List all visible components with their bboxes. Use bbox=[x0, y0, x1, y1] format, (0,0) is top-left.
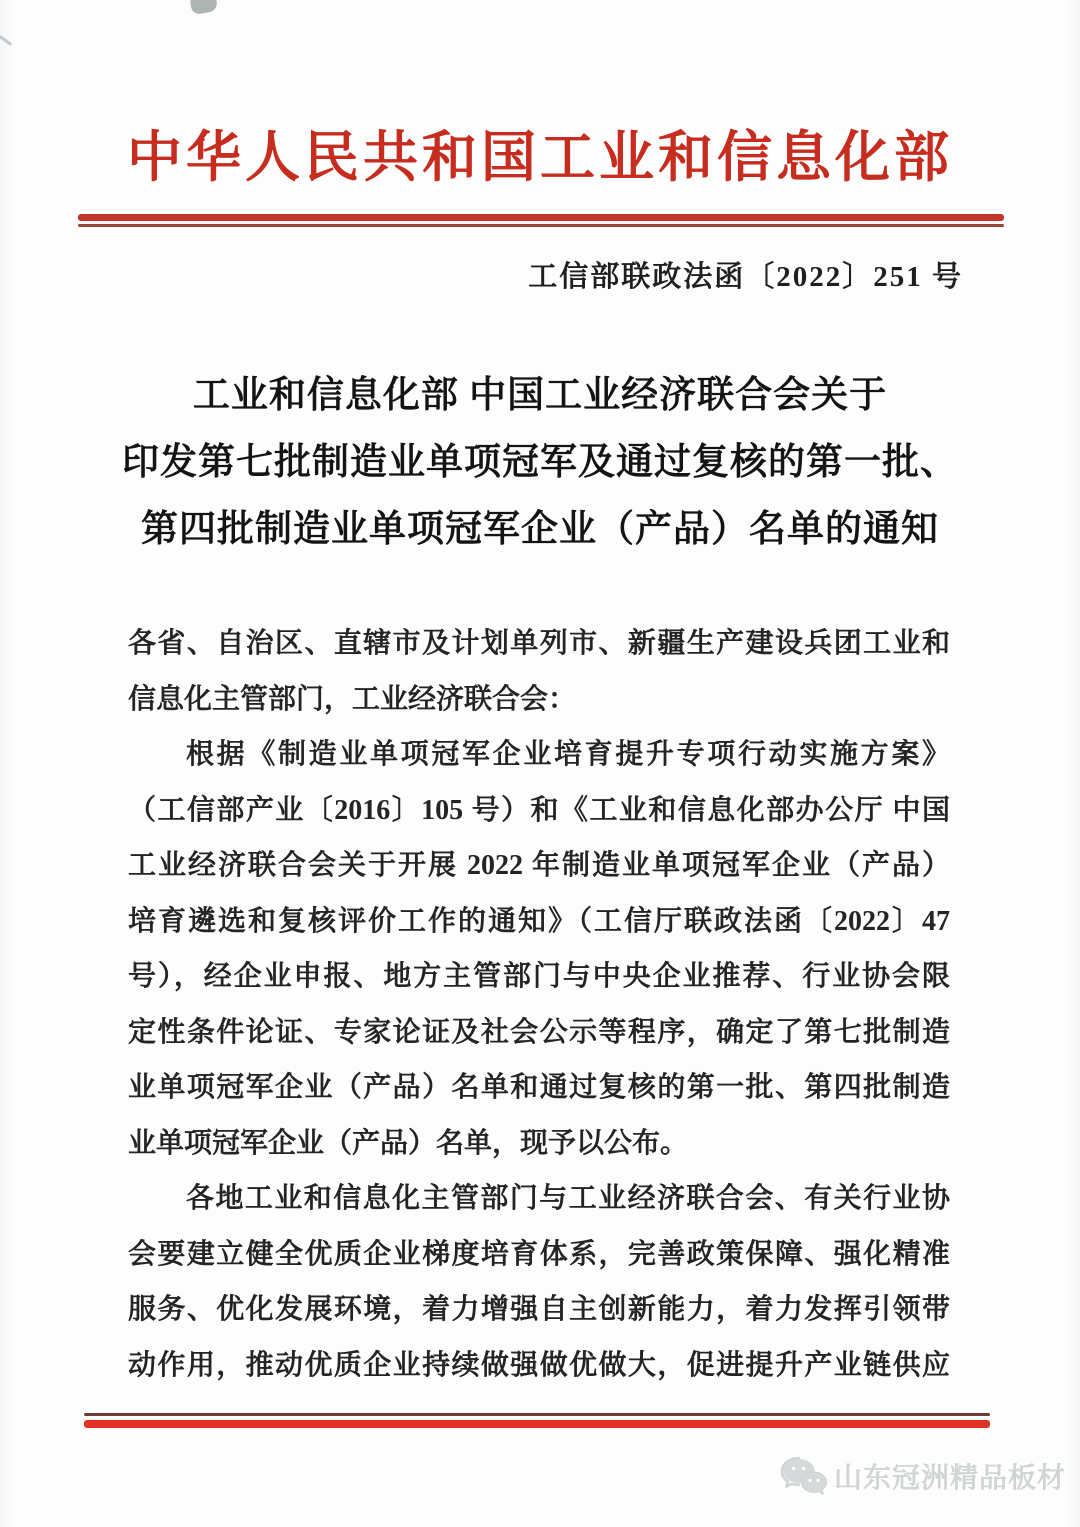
body-line: 业单项冠军企业（产品）名单和通过复核的第一批、第四批制造 bbox=[128, 1072, 950, 1103]
body-line: 各省、自治区、直辖市及计划单列市、新疆生产建设兵团工业和 bbox=[128, 628, 950, 659]
footer-rule-thick bbox=[84, 1420, 990, 1428]
letterhead-rule-thick bbox=[78, 214, 1004, 221]
footer-rule-thin bbox=[84, 1413, 990, 1416]
body-line: 定性条件论证、专家论证及社会公示等程序，确定了第七批制造 bbox=[128, 1016, 950, 1048]
body-line: 工业经济联合会关于开展 2022 年制造业单项冠军企业（产品） bbox=[128, 850, 950, 881]
document-title-line: 工业和信息化部 中国工业经济联合会关于 bbox=[192, 375, 888, 416]
body-line: （工信部产业〔2016〕105 号）和《工业和信息化部办公厅 中国 bbox=[128, 794, 950, 826]
letterhead-rule-thin bbox=[78, 224, 1004, 227]
document-title bbox=[90, 362, 990, 563]
footer-rule bbox=[84, 1413, 990, 1428]
document-body bbox=[128, 616, 950, 1393]
scan-artifact-smudge bbox=[190, 0, 218, 15]
letterhead-title: 中华人民共和国工业和信息化部 bbox=[126, 127, 953, 188]
watermark bbox=[781, 1456, 1066, 1496]
body-line: 号），经企业申报、地方主管部门与中央企业推荐、行业协会限 bbox=[128, 961, 950, 992]
body-line: 动作用，推动优质企业持续做强做优做大，促进提升产业链供应 bbox=[128, 1349, 950, 1381]
document-title-line: 印发第七批制造业单项冠军及通过复核的第一批、 bbox=[122, 442, 958, 483]
body-line: 会要建立健全优质企业梯度培育体系，完善政策保障、强化精准 bbox=[128, 1238, 950, 1270]
body-line: 培育遴选和复核评价工作的通知》（工信厅联政法函〔2022〕47 bbox=[128, 905, 950, 937]
watermark-text: 山东冠洲精品板材 bbox=[834, 1463, 1067, 1494]
wechat-icon bbox=[781, 1457, 827, 1495]
body-line: 根据《制造业单项冠军企业培育提升专项行动实施方案》 bbox=[186, 739, 950, 770]
document-number: 工信部联政法函〔2022〕251 号 bbox=[528, 261, 963, 293]
document-title-line: 第四批制造业单项冠军企业（产品）名单的通知 bbox=[141, 509, 939, 550]
body-line: 各地工业和信息化主管部门与工业经济联合会、有关行业协 bbox=[186, 1183, 950, 1214]
body-line: 业单项冠军企业（产品）名单，现予以公布。 bbox=[128, 1127, 689, 1159]
scan-artifact-edge-mark bbox=[0, 33, 12, 46]
letterhead-rule bbox=[78, 214, 1004, 227]
body-line: 服务、优化发展环境，着力增强自主创新能力，着力发挥引领带 bbox=[128, 1294, 950, 1325]
body-line: 信息化主管部门，工业经济联合会： bbox=[128, 683, 577, 715]
